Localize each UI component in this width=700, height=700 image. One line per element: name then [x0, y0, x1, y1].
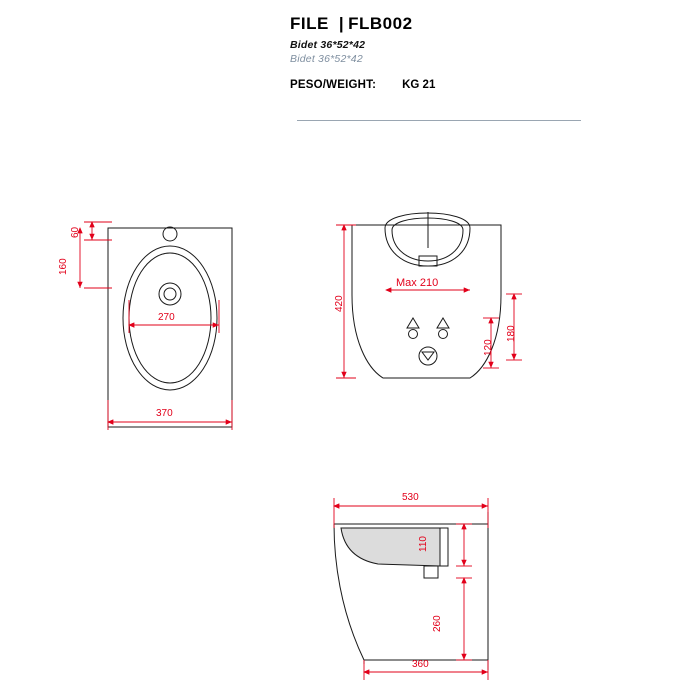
dim-top-370: 370 — [156, 408, 173, 419]
weight-value: KG 21 — [402, 79, 436, 91]
dim-side-530: 530 — [402, 492, 419, 503]
dim-side-110: 110 — [418, 536, 429, 552]
front-view — [352, 212, 501, 378]
dim-side-360: 360 — [412, 659, 429, 670]
top-view — [106, 227, 232, 427]
dim-front-max210: Max 210 — [396, 277, 439, 289]
dim-top-60: 60 — [70, 226, 81, 238]
title-separator: | — [338, 14, 345, 33]
product-code: FLB002 — [348, 14, 413, 33]
side-view-dimensions — [334, 498, 488, 680]
weight-label: PESO/WEIGHT: — [290, 79, 377, 91]
dim-top-160: 160 — [58, 258, 69, 275]
dim-front-180: 180 — [506, 325, 517, 342]
top-view-dimensions — [80, 222, 232, 430]
dim-front-120: 120 — [483, 339, 494, 356]
side-view — [334, 512, 488, 670]
file-label: FILE — [290, 14, 329, 33]
dim-top-270: 270 — [158, 312, 175, 323]
dim-side-260: 260 — [432, 615, 443, 632]
subtitle-italian: Bidet 36*52*42 — [290, 39, 366, 51]
dim-front-420: 420 — [334, 295, 345, 312]
subtitle-english: Bidet 36*52*42 — [290, 53, 363, 65]
